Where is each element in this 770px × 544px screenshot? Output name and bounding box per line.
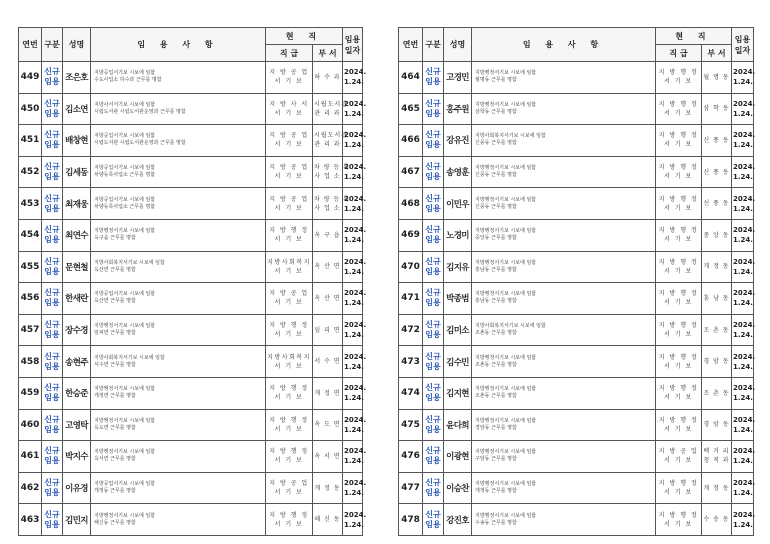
table-row xyxy=(19,219,363,251)
table-row xyxy=(399,219,754,251)
category-cell: 신규 임용 xyxy=(42,441,63,473)
current-grade: 지 방 행 정 서 기 보 xyxy=(656,472,702,504)
category-cell: 신규 임용 xyxy=(42,314,63,346)
current-dept: 옥 구 읍 xyxy=(313,219,343,251)
category-cell: 신규 임용 xyxy=(423,283,444,315)
current-grade: 지 방 행 정 서 기 보 xyxy=(656,314,702,346)
row-number: 470 xyxy=(399,251,423,283)
category-cell: 신규 임용 xyxy=(423,314,444,346)
right-table-body xyxy=(399,62,754,536)
table-row xyxy=(399,504,754,536)
row-number: 454 xyxy=(19,219,42,251)
appointment-details: 지방사서서기보 시보에 임함 시립도서관 시립도서관운영과 근무를 명함 xyxy=(91,93,266,125)
row-number: 456 xyxy=(19,283,42,315)
appointment-details: 지방행정서기보 시보에 임함 개정동 근무를 명함 xyxy=(472,472,656,504)
current-grade: 지 방 행 정 서 기 보 xyxy=(656,188,702,220)
category-cell: 신규 임용 xyxy=(42,346,63,378)
appointment-date: 2024. 1.24. xyxy=(732,283,754,315)
current-dept: 서 수 면 xyxy=(313,346,343,378)
current-dept: 중 앙 동 xyxy=(702,219,732,251)
category-cell: 신규 임용 xyxy=(42,472,63,504)
person-name: 이광현 xyxy=(444,441,472,473)
table-row xyxy=(19,472,363,504)
person-name: 김미소 xyxy=(444,314,472,346)
category-cell: 신규 임용 xyxy=(423,377,444,409)
table-row xyxy=(399,441,754,473)
left-appointment-table-panel xyxy=(18,27,367,536)
appointment-date: 2024. 1.24. xyxy=(343,377,363,409)
appointment-details: 지방행정서기보 시보에 임함 신풍동 근무를 명함 xyxy=(472,156,656,188)
appointment-details: 지방행정서기보 시보에 임함 중앙동 근무를 명함 xyxy=(472,219,656,251)
row-number: 478 xyxy=(399,504,423,536)
current-dept: 임 피 면 xyxy=(313,314,343,346)
appointment-details: 지방행정서기보 시보에 임함 흥남동 근무를 명함 xyxy=(472,251,656,283)
header-no: 연번 xyxy=(19,28,42,62)
appointment-date: 2024. 1.24. xyxy=(732,93,754,125)
appointment-details: 지방공업서기보 시보에 임함 차량등록사업소 근무를 명함 xyxy=(91,188,266,220)
person-name: 고영탁 xyxy=(63,409,91,441)
appointment-details: 지방행정서기보 시보에 임함 조촌동 근무를 명함 xyxy=(472,377,656,409)
category-cell: 신규 임용 xyxy=(423,472,444,504)
category-cell: 신규 임용 xyxy=(42,188,63,220)
row-number: 468 xyxy=(399,188,423,220)
current-grade: 지방사회복지 서 기 보 xyxy=(266,346,313,378)
row-number: 462 xyxy=(19,472,42,504)
table-row xyxy=(19,314,363,346)
row-number: 461 xyxy=(19,441,42,473)
appointment-details: 지방행정서기보 시보에 임함 월명동 근무를 명함 xyxy=(472,62,656,94)
appointment-details: 지방공업서기보 시보에 임함 개정동 근무를 명함 xyxy=(91,472,266,504)
row-number: 459 xyxy=(19,377,42,409)
appointment-details: 지방행정서기보 시보에 임함 흥남동 근무를 명함 xyxy=(472,283,656,315)
current-dept: 옥 서 면 xyxy=(313,441,343,473)
table-row xyxy=(399,409,754,441)
table-row xyxy=(19,441,363,473)
category-cell: 신규 임용 xyxy=(42,377,63,409)
row-number: 465 xyxy=(399,93,423,125)
table-row xyxy=(19,346,363,378)
person-name: 장수경 xyxy=(63,314,91,346)
person-name: 이민우 xyxy=(444,188,472,220)
appointment-details: 지방행정서기보 시보에 임함 해신동 근무를 명함 xyxy=(91,504,266,536)
table-row xyxy=(399,93,754,125)
current-dept: 경 암 동 xyxy=(702,409,732,441)
current-grade: 지 방 행 정 서 기 보 xyxy=(656,93,702,125)
current-grade: 지 방 행 정 서 기 보 xyxy=(266,377,313,409)
category-cell: 신규 임용 xyxy=(423,346,444,378)
current-dept: 개 정 동 xyxy=(313,472,343,504)
appointment-date: 2024. 1.24. xyxy=(732,377,754,409)
current-dept: 옥 도 면 xyxy=(313,409,343,441)
category-cell: 신규 임용 xyxy=(423,188,444,220)
header-content: 임 용 사 항 xyxy=(91,28,266,62)
current-dept: 옥 산 면 xyxy=(313,283,343,315)
appointment-date: 2024. 1.24. xyxy=(343,125,363,157)
current-dept: 백 거 리 청 적 과 xyxy=(702,441,732,473)
appointment-date: 2024. 1.24. xyxy=(732,409,754,441)
appointment-details: 지방행정서기보 시보에 임함 삼학동 근무를 명함 xyxy=(472,93,656,125)
current-dept: 월 명 동 xyxy=(702,62,732,94)
appointment-date: 2024. 1.24. xyxy=(343,251,363,283)
current-grade: 지 방 행 정 서 기 보 xyxy=(266,314,313,346)
appointment-date: 2024. 1.24. xyxy=(732,472,754,504)
table-row xyxy=(19,125,363,157)
current-dept: 삼 학 동 xyxy=(702,93,732,125)
table-row xyxy=(399,377,754,409)
person-name: 한새란 xyxy=(63,283,91,315)
person-name: 김지현 xyxy=(444,377,472,409)
category-cell: 신규 임용 xyxy=(42,251,63,283)
table-row xyxy=(19,188,363,220)
header-name: 성명 xyxy=(444,28,472,62)
category-cell: 신규 임용 xyxy=(423,156,444,188)
person-name: 김수민 xyxy=(444,346,472,378)
current-grade: 지 방 공 업 서 기 보 xyxy=(266,125,313,157)
appointment-date: 2024. 1.24. xyxy=(732,219,754,251)
person-name: 김소연 xyxy=(63,93,91,125)
table-row xyxy=(19,62,363,94)
person-name: 한승준 xyxy=(63,377,91,409)
current-grade: 지 방 행 정 서 기 보 xyxy=(656,125,702,157)
category-cell: 신규 임용 xyxy=(423,125,444,157)
appointment-date: 2024. 1.24. xyxy=(343,409,363,441)
table-row xyxy=(399,283,754,315)
current-dept: 시립도서관 관 리 과 xyxy=(313,93,343,125)
category-cell: 신규 임용 xyxy=(42,219,63,251)
current-dept: 신 풍 동 xyxy=(702,188,732,220)
current-grade: 지 방 공 업 서 기 보 xyxy=(656,441,702,473)
current-grade: 지 방 공 업 서 기 보 xyxy=(266,188,313,220)
category-cell: 신규 임용 xyxy=(42,504,63,536)
appointment-table-right xyxy=(398,27,754,536)
current-dept: 조 촌 동 xyxy=(702,377,732,409)
current-grade: 지 방 공 업 서 기 보 xyxy=(266,472,313,504)
row-number: 449 xyxy=(19,62,42,94)
row-number: 451 xyxy=(19,125,42,157)
header-date: 임용 일자 xyxy=(343,28,363,62)
header-date: 임용 일자 xyxy=(732,28,754,62)
person-name: 김세동 xyxy=(63,156,91,188)
current-dept: 개 정 동 xyxy=(702,251,732,283)
current-grade: 지 방 공 업 서 기 보 xyxy=(266,283,313,315)
current-dept: 해 신 동 xyxy=(313,504,343,536)
current-grade: 지 방 행 정 서 기 보 xyxy=(656,251,702,283)
category-cell: 신규 임용 xyxy=(42,156,63,188)
category-cell: 신규 임용 xyxy=(423,93,444,125)
header-category: 구분 xyxy=(423,28,444,62)
current-dept: 차 량 등 록 사 업 소 xyxy=(313,156,343,188)
appointment-date: 2024. 1.24. xyxy=(343,504,363,536)
appointment-date: 2024. 1.24. xyxy=(343,188,363,220)
person-name: 조은호 xyxy=(63,62,91,94)
row-number: 453 xyxy=(19,188,42,220)
table-row xyxy=(19,409,363,441)
row-number: 458 xyxy=(19,346,42,378)
current-dept: 흥 남 동 xyxy=(702,283,732,315)
table-row xyxy=(399,251,754,283)
person-name: 김민지 xyxy=(63,504,91,536)
header-content: 임 용 사 항 xyxy=(472,28,656,62)
current-dept: 신 풍 동 xyxy=(702,125,732,157)
current-grade: 지 방 행 정 서 기 보 xyxy=(656,504,702,536)
header-dept: 부 서 xyxy=(702,45,732,62)
current-grade: 지 방 행 정 서 기 보 xyxy=(656,409,702,441)
person-name: 이승찬 xyxy=(444,472,472,504)
appointment-date: 2024. 1.24. xyxy=(732,346,754,378)
appointment-table-left xyxy=(18,27,367,536)
table-row xyxy=(399,472,754,504)
appointment-details: 지방사회복지서기보 시보에 임함 서수면 근무를 명함 xyxy=(91,346,266,378)
person-name: 고경민 xyxy=(444,62,472,94)
current-dept: 개 정 동 xyxy=(702,472,732,504)
header-category: 구분 xyxy=(42,28,63,62)
current-grade: 지 방 사 서 서 기 보 xyxy=(266,93,313,125)
table-row xyxy=(19,156,363,188)
header-current-position: 현 직 xyxy=(656,28,732,45)
appointment-date: 2024. 1.24. xyxy=(343,219,363,251)
appointment-date: 2024. 1.24. xyxy=(732,441,754,473)
header-no: 연번 xyxy=(399,28,423,62)
person-name: 박종범 xyxy=(444,283,472,315)
appointment-details: 지방행정서기보 시보에 임함 옥도면 근무를 명함 xyxy=(91,409,266,441)
table-row xyxy=(399,125,754,157)
current-grade: 지 방 공 업 서 기 보 xyxy=(266,62,313,94)
right-appointment-table-panel xyxy=(398,27,756,536)
appointment-details: 지방공업서기보 시보에 임함 차량등록사업소 근무를 명함 xyxy=(91,156,266,188)
appointment-details: 지방행정서기보 시보에 임함 수송동 근무를 명함 xyxy=(472,504,656,536)
header-current-position: 현 직 xyxy=(266,28,343,45)
category-cell: 신규 임용 xyxy=(423,62,444,94)
current-grade: 지 방 공 업 서 기 보 xyxy=(266,156,313,188)
current-dept: 경 암 동 xyxy=(702,346,732,378)
appointment-details: 지방행정서기보 시보에 임함 임피면 근무를 명함 xyxy=(91,314,266,346)
row-number: 460 xyxy=(19,409,42,441)
appointment-details: 지방사회복지서기보 시보에 임함 옥산면 근무를 명함 xyxy=(91,251,266,283)
person-name: 홍주원 xyxy=(444,93,472,125)
appointment-details: 지방공업서기보 시보에 임함 옥산면 근무를 명함 xyxy=(91,283,266,315)
table-row xyxy=(19,504,363,536)
appointment-details: 지방사회복지서기보 시보에 임함 조촌동 근무를 명함 xyxy=(472,314,656,346)
appointment-date: 2024. 1.24. xyxy=(732,504,754,536)
person-name: 강유진 xyxy=(444,125,472,157)
person-name: 이유경 xyxy=(63,472,91,504)
current-grade: 지 방 행 정 서 기 보 xyxy=(266,441,313,473)
category-cell: 신규 임용 xyxy=(42,93,63,125)
appointment-date: 2024. 1.24. xyxy=(343,62,363,94)
table-row xyxy=(399,156,754,188)
table-row xyxy=(399,314,754,346)
row-number: 477 xyxy=(399,472,423,504)
person-name: 김지유 xyxy=(444,251,472,283)
appointment-date: 2024. 1.24. xyxy=(343,283,363,315)
appointment-date: 2024. 1.24. xyxy=(343,156,363,188)
current-grade: 지 방 행 정 서 기 보 xyxy=(656,219,702,251)
current-grade: 지방사회복지 서 기 보 xyxy=(266,251,313,283)
person-name: 배창현 xyxy=(63,125,91,157)
row-number: 469 xyxy=(399,219,423,251)
row-number: 455 xyxy=(19,251,42,283)
row-number: 473 xyxy=(399,346,423,378)
category-cell: 신규 임용 xyxy=(423,409,444,441)
category-cell: 신규 임용 xyxy=(423,441,444,473)
row-number: 474 xyxy=(399,377,423,409)
person-name: 송영훈 xyxy=(444,156,472,188)
row-number: 476 xyxy=(399,441,423,473)
person-name: 노경미 xyxy=(444,219,472,251)
current-grade: 지 방 행 정 서 기 보 xyxy=(656,156,702,188)
appointment-details: 지방행정서기보 시보에 임함 경암동 근무를 명함 xyxy=(472,409,656,441)
header-name: 성명 xyxy=(63,28,91,62)
row-number: 452 xyxy=(19,156,42,188)
table-row xyxy=(399,188,754,220)
left-table-body xyxy=(19,62,367,536)
table-row xyxy=(399,346,754,378)
category-cell: 신규 임용 xyxy=(423,504,444,536)
current-dept: 조 촌 동 xyxy=(702,314,732,346)
appointment-date: 2024. 1.24. xyxy=(732,314,754,346)
appointment-date: 2024. 1.24. xyxy=(343,346,363,378)
current-grade: 지 방 행 정 서 기 보 xyxy=(656,283,702,315)
appointment-date: 2024. 1.24. xyxy=(732,62,754,94)
row-number: 467 xyxy=(399,156,423,188)
category-cell: 신규 임용 xyxy=(42,409,63,441)
row-number: 464 xyxy=(399,62,423,94)
current-dept: 시립도서관 관 리 과 xyxy=(313,125,343,157)
appointment-details: 지방행정서기보 시보에 임함 옥구읍 근무를 명함 xyxy=(91,219,266,251)
appointment-date: 2024. 1.24. xyxy=(343,93,363,125)
row-number: 471 xyxy=(399,283,423,315)
row-number: 466 xyxy=(399,125,423,157)
current-dept: 옥 산 면 xyxy=(313,251,343,283)
header-grade: 직 급 xyxy=(656,45,702,62)
current-grade: 지 방 행 정 서 기 보 xyxy=(266,219,313,251)
current-dept: 신 풍 동 xyxy=(702,156,732,188)
appointment-details: 지방행정서기보 시보에 임함 개정면 근무를 명함 xyxy=(91,377,266,409)
appointment-date: 2024. 1.24. xyxy=(732,125,754,157)
person-name: 강진호 xyxy=(444,504,472,536)
appointment-date: 2024. 1.24. xyxy=(343,472,363,504)
appointment-date: 2024. 1.24. xyxy=(343,441,363,473)
table-row xyxy=(19,283,363,315)
table-row xyxy=(19,377,363,409)
table-row xyxy=(19,251,363,283)
header-grade: 직 급 xyxy=(266,45,313,62)
current-dept: 수 송 동 xyxy=(702,504,732,536)
appointment-details: 지방공업서기보 시보에 임함 시립도서관 시립도서관운영과 근무를 명함 xyxy=(91,125,266,157)
header-dept: 부 서 xyxy=(313,45,343,62)
current-grade: 지 방 행 정 서 기 보 xyxy=(656,62,702,94)
person-name: 윤다희 xyxy=(444,409,472,441)
row-number: 463 xyxy=(19,504,42,536)
appointment-details: 지방사회복지서기보 시보에 임함 신풍동 근무를 명함 xyxy=(472,125,656,157)
person-name: 박지수 xyxy=(63,441,91,473)
appointment-date: 2024. 1.24. xyxy=(732,156,754,188)
appointment-details: 지방행정서기보 시보에 임함 구암동 근무를 명함 xyxy=(472,441,656,473)
appointment-details: 지방공업서기보 시보에 임함 수도사업소 하수과 근무를 명함 xyxy=(91,62,266,94)
category-cell: 신규 임용 xyxy=(42,283,63,315)
category-cell: 신규 임용 xyxy=(42,62,63,94)
current-grade: 지 방 행 정 서 기 보 xyxy=(266,504,313,536)
appointment-date: 2024. 1.24. xyxy=(732,188,754,220)
appointment-date: 2024. 1.24. xyxy=(732,251,754,283)
current-dept: 하 수 과 xyxy=(313,62,343,94)
appointment-date: 2024. 1.24. xyxy=(343,314,363,346)
row-number: 450 xyxy=(19,93,42,125)
category-cell: 신규 임용 xyxy=(423,219,444,251)
table-row xyxy=(19,93,363,125)
current-dept: 차 량 등 록 사 업 소 xyxy=(313,188,343,220)
current-grade: 지 방 행 정 서 기 보 xyxy=(656,346,702,378)
person-name: 최연수 xyxy=(63,219,91,251)
row-number: 457 xyxy=(19,314,42,346)
table-row xyxy=(399,62,754,94)
person-name: 송현주 xyxy=(63,346,91,378)
person-name: 최재웅 xyxy=(63,188,91,220)
row-number: 475 xyxy=(399,409,423,441)
person-name: 문현철 xyxy=(63,251,91,283)
category-cell: 신규 임용 xyxy=(423,251,444,283)
appointment-details: 지방행정서기보 시보에 임함 옥서면 근무를 명함 xyxy=(91,441,266,473)
current-grade: 지 방 행 정 서 기 보 xyxy=(266,409,313,441)
appointment-details: 지방행정서기보 시보에 임함 조촌동 근무를 명함 xyxy=(472,346,656,378)
current-grade: 지 방 행 정 서 기 보 xyxy=(656,377,702,409)
row-number: 472 xyxy=(399,314,423,346)
category-cell: 신규 임용 xyxy=(42,125,63,157)
current-dept: 개 정 면 xyxy=(313,377,343,409)
appointment-details: 지방행정서기보 시보에 임함 신풍동 근무를 명함 xyxy=(472,188,656,220)
